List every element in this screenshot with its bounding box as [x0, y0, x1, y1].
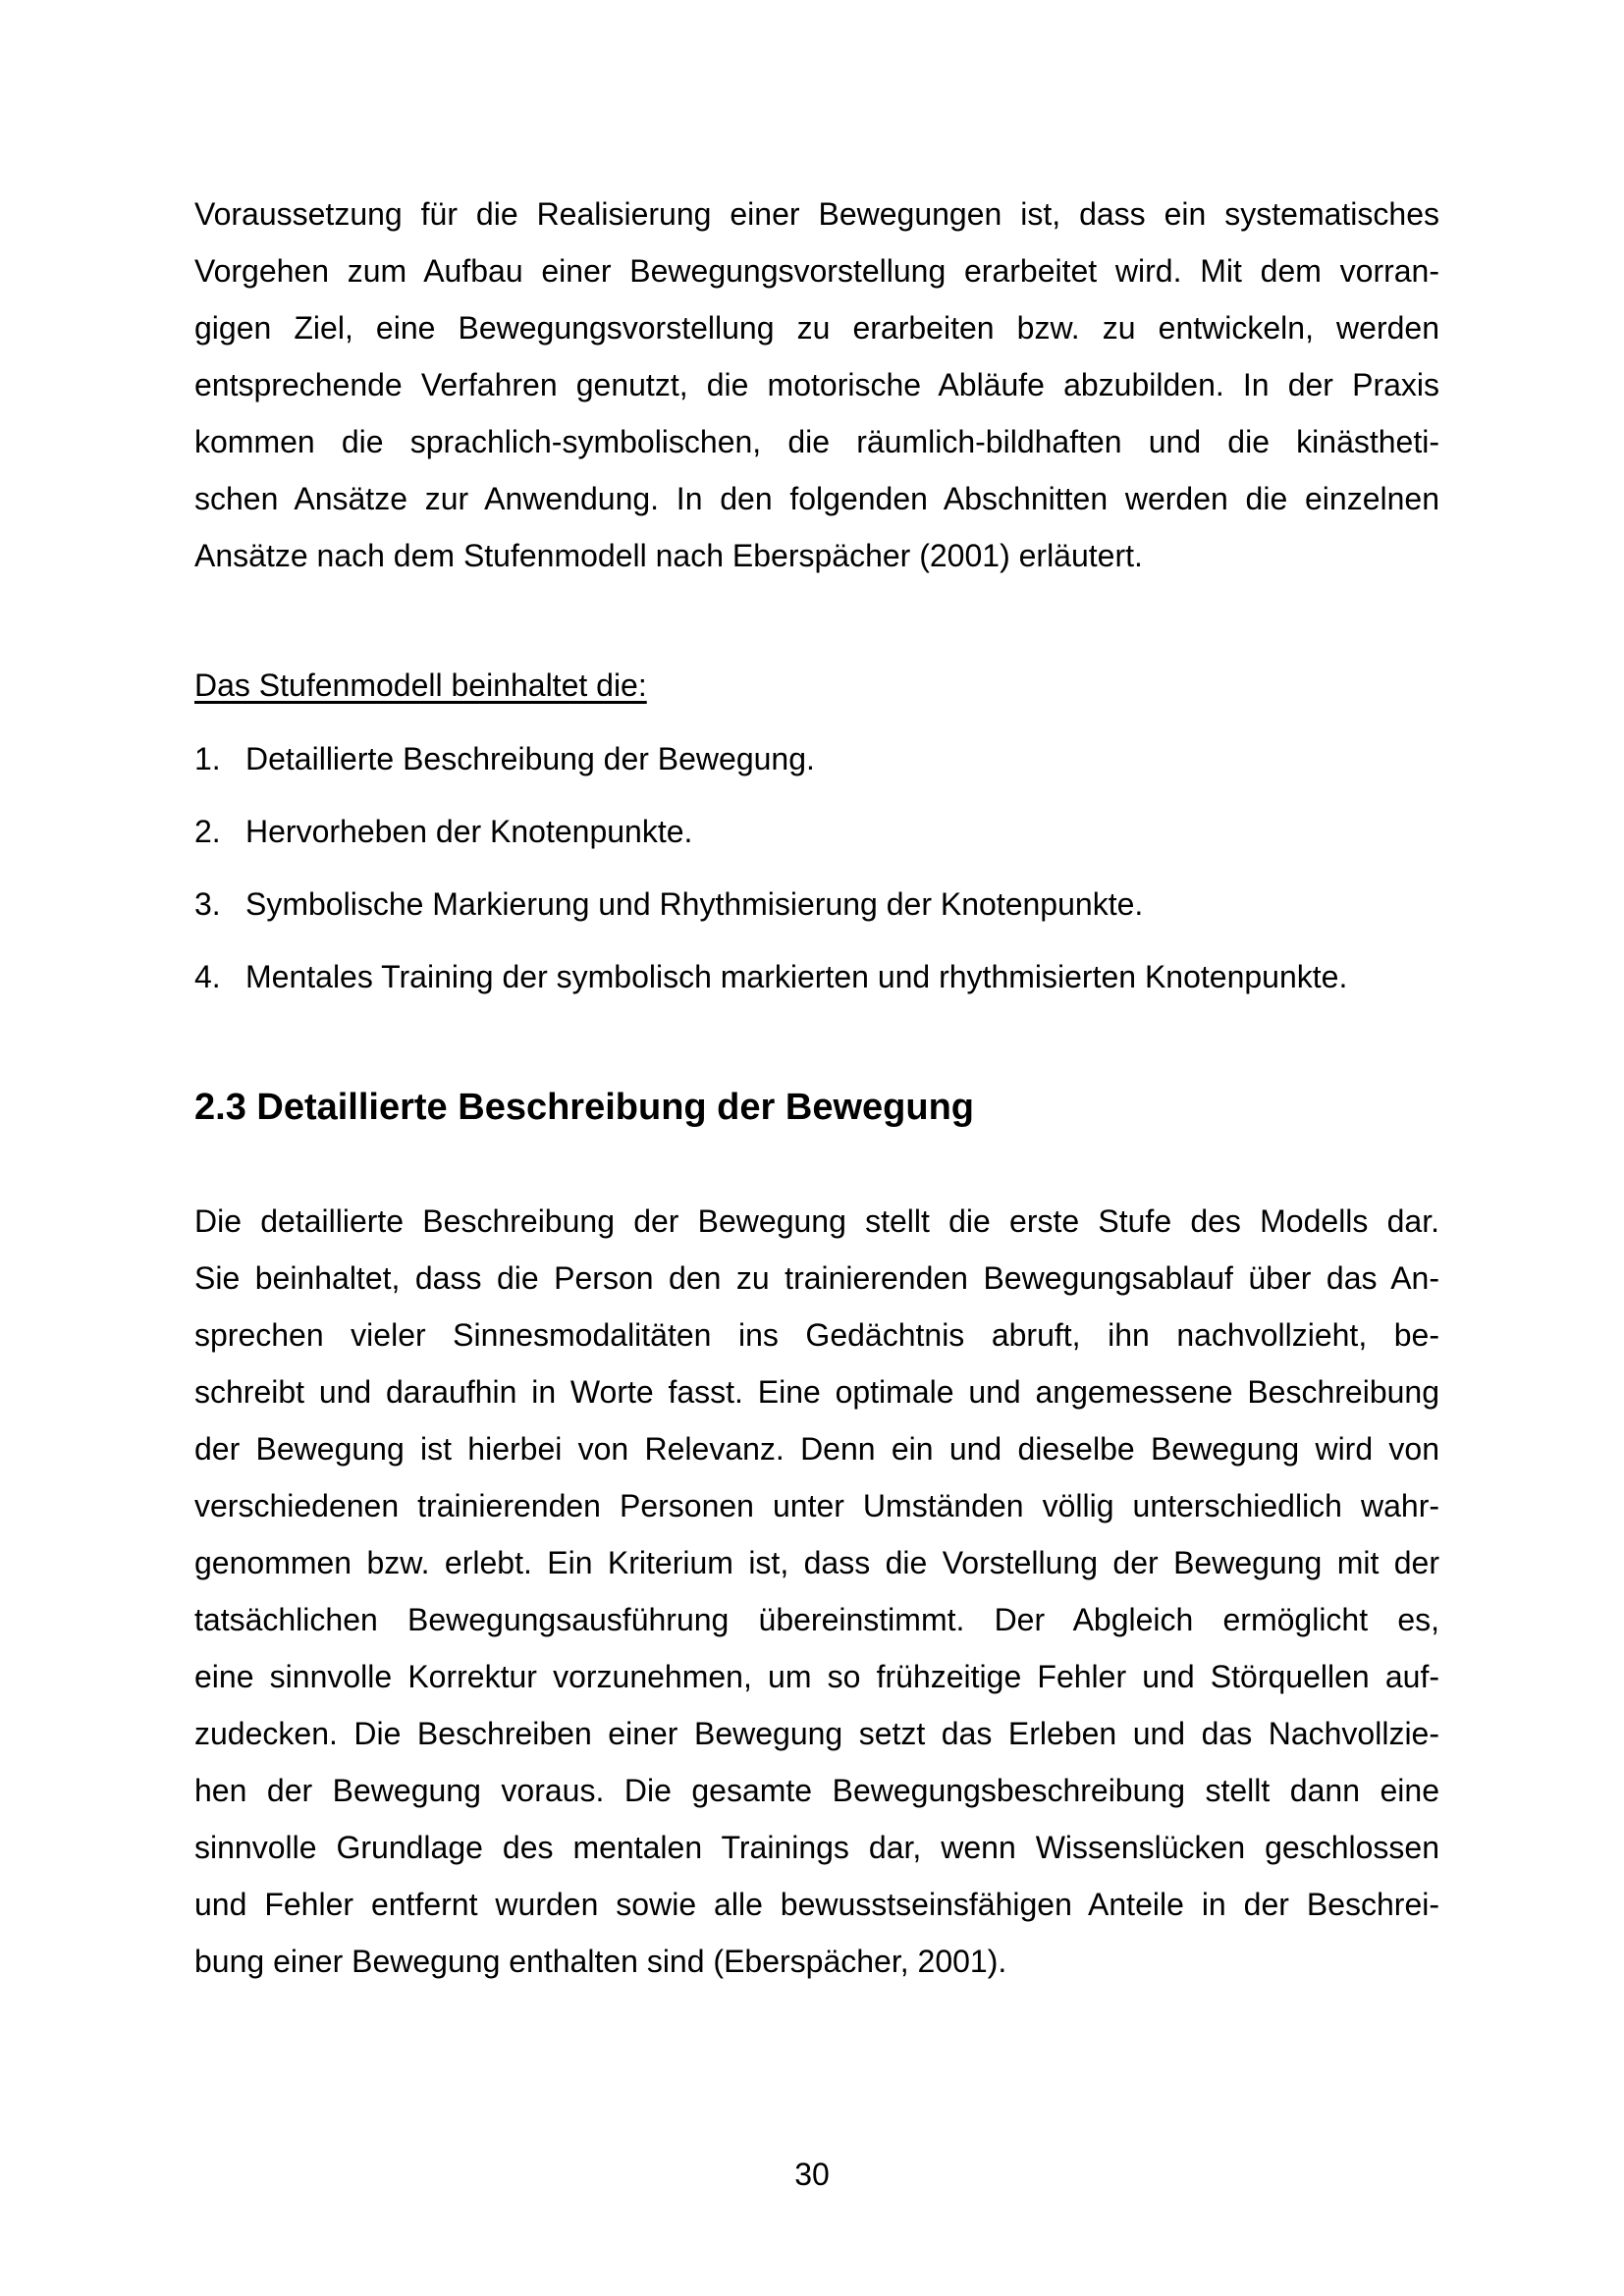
- section-heading: 2.3 Detaillierte Beschreibung der Bewegung: [194, 1087, 974, 1128]
- text-line: entsprechende Verfahren genutzt, die motorische Abläufe abzubilden. In der Praxis: [194, 367, 1439, 402]
- list-title: Das Stufenmodell beinhaltet die:: [194, 667, 647, 703]
- text-line: bung einer Bewegung enthalten sind (Eberspächer, 2001).: [194, 1944, 1007, 1979]
- list-item: [194, 730, 1439, 803]
- text-line: schreibt und daraufhin in Worte fasst. Eine optimale und angemessene Beschreibung: [194, 1374, 1439, 1410]
- text-line: sprechen vieler Sinnesmodalitäten ins Gedächtnis abruft, ihn nachvollzieht, be-: [194, 1317, 1439, 1353]
- text-line: Vorgehen zum Aufbau einer Bewegungsvorstellung erarbeitet wird. Mit dem vorran-: [194, 253, 1439, 289]
- list-item: [194, 803, 1439, 876]
- text-line: der Bewegung ist hierbei von Relevanz. Denn ein und dieselbe Bewegung wird von: [194, 1431, 1439, 1467]
- intro-paragraph: [194, 186, 1439, 584]
- text-line: Voraussetzung für die Realisierung einer Bewegungen ist, dass ein systematisches: [194, 196, 1439, 232]
- page-number: 30: [794, 2157, 830, 2192]
- list-item-text: Mentales Training der symbolisch markierten und rhythmisierten Knotenpunkte.: [245, 959, 1348, 994]
- text-line: schen Ansätze zur Anwendung. In den folgenden Abschnitten werden die einzelnen: [194, 481, 1439, 516]
- list-item-number: 4.: [194, 959, 221, 994]
- list-item-text: Detaillierte Beschreibung der Bewegung.: [245, 741, 815, 776]
- list-item: [194, 876, 1439, 948]
- list-item-text: Hervorheben der Knotenpunkte.: [245, 814, 693, 849]
- stage-model-list: [194, 730, 1439, 1021]
- text-line: kommen die sprachlich-symbolischen, die räumlich-bildhaften und die kinästheti-: [194, 424, 1439, 459]
- text-line: gigen Ziel, eine Bewegungsvorstellung zu erarbeiten bzw. zu entwickeln, werden: [194, 310, 1439, 346]
- list-item-number: 1.: [194, 741, 221, 776]
- text-line: Ansätze nach dem Stufenmodell nach Eberspächer (2001) erläutert.: [194, 538, 1143, 573]
- text-line: und Fehler entfernt wurden sowie alle bewusstseinsfähigen Anteile in der Beschrei-: [194, 1887, 1439, 1922]
- description-paragraph: [194, 1193, 1439, 1990]
- text-line: Sie beinhaltet, dass die Person den zu trainierenden Bewegungsablauf über das An-: [194, 1260, 1439, 1296]
- text-line: eine sinnvolle Korrektur vorzunehmen, um so frühzeitige Fehler und Störquellen auf-: [194, 1659, 1439, 1694]
- text-line: verschiedenen trainierenden Personen unter Umständen völlig unterschiedlich wahr-: [194, 1488, 1439, 1523]
- text-line: hen der Bewegung voraus. Die gesamte Bewegungsbeschreibung stellt dann eine: [194, 1773, 1439, 1808]
- text-line: tatsächlichen Bewegungsausführung übereinstimmt. Der Abgleich ermöglicht es,: [194, 1602, 1439, 1637]
- text-line: sinnvolle Grundlage des mentalen Trainings dar, wenn Wissenslücken geschlossen: [194, 1830, 1439, 1865]
- text-line: zudecken. Die Beschreiben einer Bewegung setzt das Erleben und das Nachvollzie-: [194, 1716, 1439, 1751]
- list-item: [194, 948, 1439, 1021]
- list-item-number: 3.: [194, 886, 221, 922]
- list-item-text: Symbolische Markierung und Rhythmisierung der Knotenpunkte.: [245, 886, 1144, 922]
- text-line: Die detaillierte Beschreibung der Bewegung stellt die erste Stufe des Modells dar.: [194, 1203, 1439, 1239]
- text-line: genommen bzw. erlebt. Ein Kriterium ist, dass die Vorstellung der Bewegung mit der: [194, 1545, 1439, 1580]
- list-item-number: 2.: [194, 814, 221, 849]
